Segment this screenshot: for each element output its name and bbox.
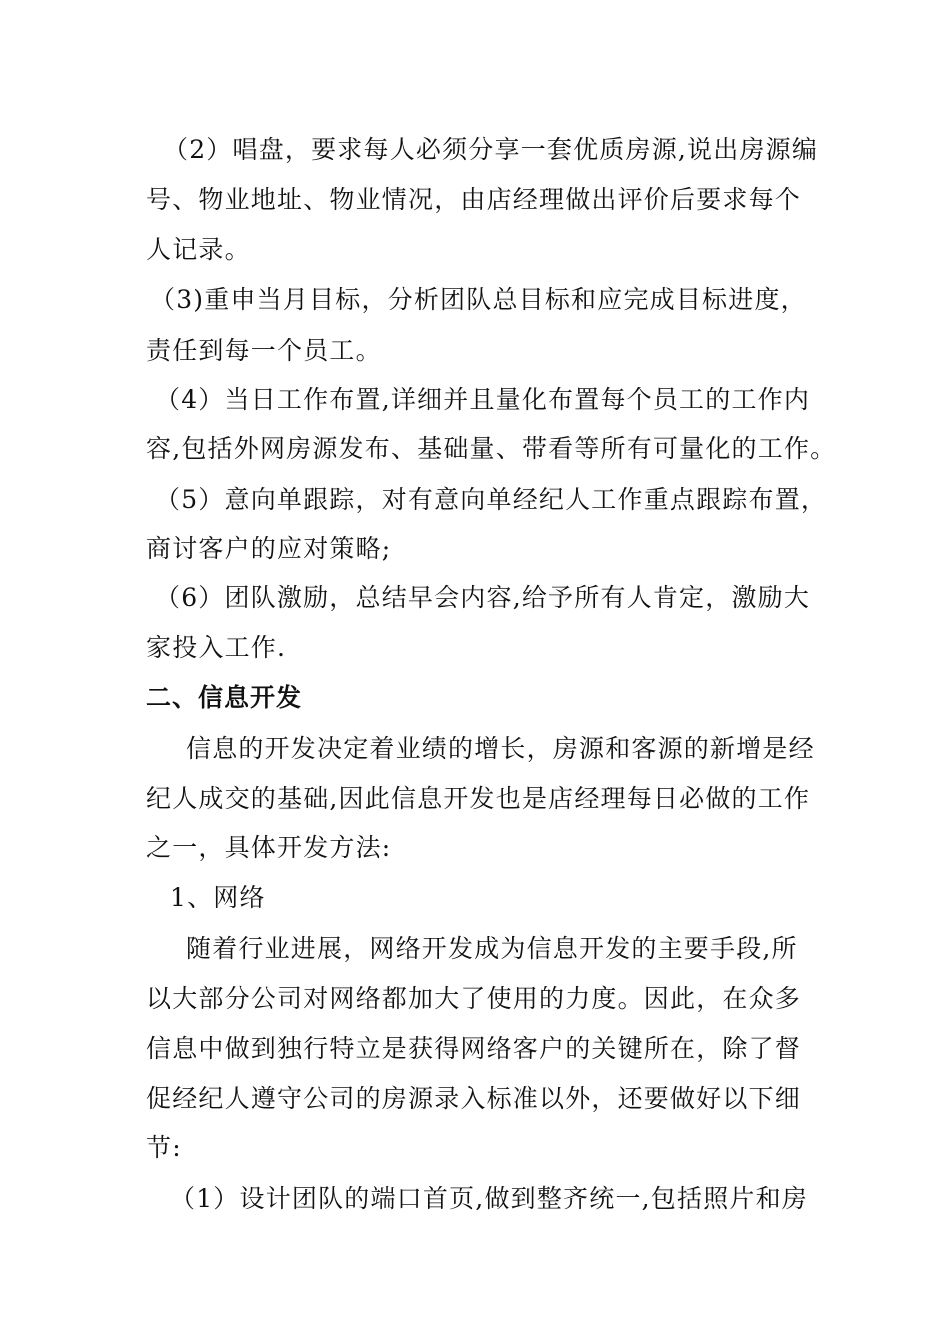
text-line: 商讨客户的应对策略;	[146, 534, 392, 563]
text-line: 之一，具体开发方法:	[146, 833, 392, 862]
text-line: 以大部分公司对网络都加大了使用的力度。因此，在众多	[146, 984, 802, 1013]
text-line: 人记录。	[146, 235, 251, 264]
text-line: 容,包括外网房源发布、基础量、带看等所有可量化的工作。	[146, 434, 837, 463]
text-line: 信息的开发决定着业绩的增长，房源和客源的新增是经	[186, 734, 815, 763]
text-line: 责任到每一个员工。	[146, 336, 382, 365]
text-line: （3)重申当月目标，分析团队总目标和应完成目标进度，	[150, 285, 807, 314]
text-line: （4）当日工作布置,详细并且量化布置每个员工的工作内	[155, 385, 811, 414]
subheading: 1、网络	[170, 883, 266, 912]
text-line: （5）意向单跟踪，对有意向单经纪人工作重点跟踪布置，	[155, 485, 828, 514]
text-line: 家投入工作.	[146, 633, 287, 662]
text-line: （2）唱盘，要求每人必须分享一套优质房源,说出房源编	[163, 135, 819, 164]
text-line: 随着行业进展，网络开发成为信息开发的主要手段,所	[186, 934, 798, 963]
text-line: （6）团队激励，总结早会内容,给予所有人肯定，激励大	[155, 583, 811, 612]
text-line: 信息中做到独行特立是获得网络客户的关键所在，除了督	[146, 1034, 802, 1063]
text-line: 纪人成交的基础,因此信息开发也是店经理每日必做的工作	[146, 784, 811, 813]
text-line: （1）设计团队的端口首页,做到整齐统一,包括照片和房	[170, 1184, 809, 1213]
section-heading: 二、信息开发	[146, 683, 303, 712]
text-line: 节:	[146, 1133, 182, 1162]
text-line: 促经纪人遵守公司的房源录入标准以外，还要做好以下细	[146, 1084, 802, 1113]
text-line: 号、物业地址、物业情况，由店经理做出评价后要求每个	[146, 185, 802, 214]
